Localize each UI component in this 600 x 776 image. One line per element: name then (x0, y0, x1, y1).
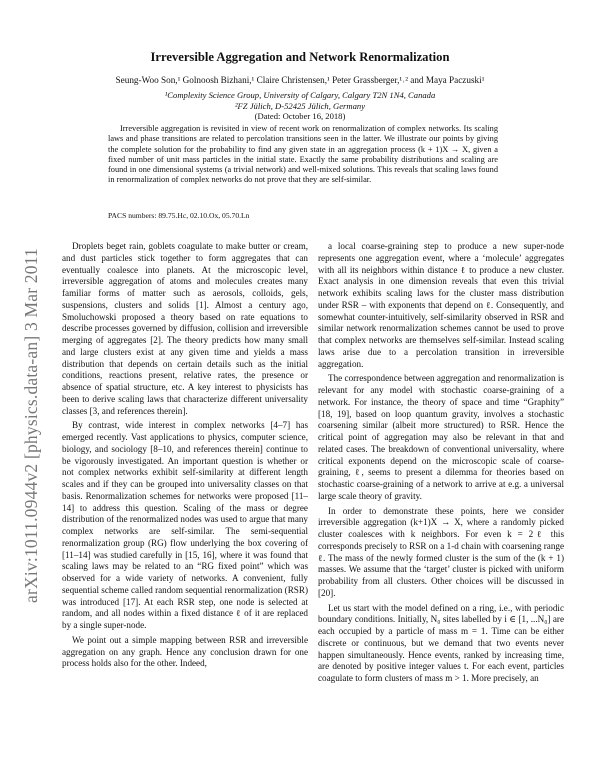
paragraph: Let us start with the model defined on a ring, i.e., with periodic boundary conditions. Initially, N₀ sites labelled by i ∈ [1, ...N₀] are each occupied by a particle of mass m = 1. Time can be either discrete or continuous, but we demand that two events never happen simultaneously. Hence events, ranked by increasing time, are denoted by positive integer values t. For each event, particles coagulate to form clusters of mass m > 1. More precisely, an (318, 602, 564, 683)
body-column-left (62, 241, 308, 673)
paragraph: The correspondence between aggregation and renormalization is relevant for any model with stochastic coarse-graining of a network. For instance, the theory of space and time “Graphity” [18, 19], based on loop quantum gravity, involves a stochastic coarsening similar (albeit more structured) to RSR. Hence the critical point of aggregation may also be relevant in that and related cases. The breakdown of conventional universality, where critical exponents depend on the microscopic scale of coarse-graining, ℓ, seems to present a dilemma for theories based on stochastic coarse-graining of a network to arrive at e.g. a universal large scale theory of gravity. (318, 373, 564, 501)
paragraph: We point out a simple mapping between RSR and irreversible aggregation on any graph. Hence any conclusion drawn for one process holds also for the other. Indeed, (62, 634, 308, 669)
paragraph: a local coarse-graining step to produce a new super-node represents one aggregation event, where a ‘molecule’ aggregates with all its neighbors within distance ℓ to produce a new cluster. Exact analysis in one dimension reveals that even this trivial network exhibits scaling laws for the cluster mass distribution under RSR – with exponents that depend on ℓ. Consequently, and somewhat counter-intuitively, self-similarity observed in RSR and similar network renormalization schemes cannot be used to prove that complex networks are themselves self-similar. Instead scaling laws arise due to a percolation transition in irreversible aggregation. (318, 241, 564, 369)
abstract: Irreversible aggregation is revisited in view of recent work on renormalization of complex networks. Its scaling laws and phase transitions are related to percolation transitions seen in the latter. We illustrate our points by giving the complete solution for the probability to find any given state in an aggregation process (k + 1)X → X, given a fixed number of unit mass particles in the initial state. Exactly the same probability distributions and scaling are found in one dimensional systems (a trivial network) and well-mixed solutions. This reveals that scaling laws found in renormalization of complex networks do not prove that they are self-similar. (108, 124, 498, 185)
date-line: (Dated: October 16, 2018) (254, 111, 346, 121)
affiliation-julich: ²FZ Jülich, D-52425 Jülich, Germany (234, 101, 366, 111)
body-column-right (318, 241, 564, 688)
arxiv-identifier: arXiv:1011.0944v2 [physics.data-an] 3 Mar 2011 (20, 247, 41, 603)
paragraph: In order to demonstrate these points, here we consider irreversible aggregation (k+1)X → X, where a randomly picked cluster coalesces with k neighbors. For even k = 2ℓ this corresponds precisely to RSR on a 1-d chain with coarsening range ℓ. The mass of the newly formed cluster is the sum of the (k + 1) masses. We assume that the ‘target’ cluster is picked with uniform probability from all clusters. Other choices will be discussed in [20]. (318, 505, 564, 598)
arxiv-sidebar-stamp (2, 190, 60, 660)
author-list: Seung-Woo Son,¹ Golnoosh Bizhani,¹ Claire Christensen,¹ Peter Grassberger,¹˒² and Maya Paczuski¹ (115, 75, 485, 85)
paper-title: Irreversible Aggregation and Network Renormalization (150, 50, 450, 64)
paragraph: Droplets beget rain, goblets coagulate to make butter or cream, and dust particles stick together to form aggregates that can eventually coalesce into planets. At the microscopic level, irreversible aggregation of atoms and molecules creates many familiar forms of matter such as aerosols, colloids, gels, suspensions, clusters and solids [1]. Almost a century ago, Smoluchowski proposed a theory based on rate equations to describe processes governed by diffusion, collision and irreversible merging of aggregates [2]. The theory predicts how many small and large clusters exist at any given time and yields a mass distribution that depends on certain details such as the initial conditions, reactions present, relative rates, the presence or absence of spatial structure, etc. A key interest to physicists has been to derive scaling laws that characterize different universality classes [3, and references therein]. (62, 241, 308, 416)
pacs-numbers: PACS numbers: 89.75.Hc, 02.10.Ox, 05.70.Ln (108, 211, 250, 220)
paragraph: By contrast, wide interest in complex networks [4–7] has emerged recently. Vast applications to physics, computer science, biology, and sociology [8–10, and references therein] continue to be vigorously investigated. An important question is whether or not complex networks exhibit self-similarity at different length scales and if they can be grouped into universality classes on that basis. Renormalization schemes for networks were proposed [11–14] to address this question. Scaling of the mass or degree distribution of the renormalized nodes was used to argue that many complex networks are self-similar. The semi-sequential renormalization group (RG) flow underlying the box covering of [11–14] was studied carefully in [15, 16], where it was found that scaling laws may be related to an “RG fixed point” which was observed for a wide variety of networks. A convenient, fully sequential scheme called random sequential renormalization (RSR) was introduced [17]. At each RSR step, one node is selected at random, and all nodes within a fixed distance ℓ of it are replaced by a single super-node. (62, 420, 308, 630)
affiliation-calgary: ¹Complexity Science Group, University of Calgary, Calgary T2N 1N4, Canada (164, 90, 436, 100)
